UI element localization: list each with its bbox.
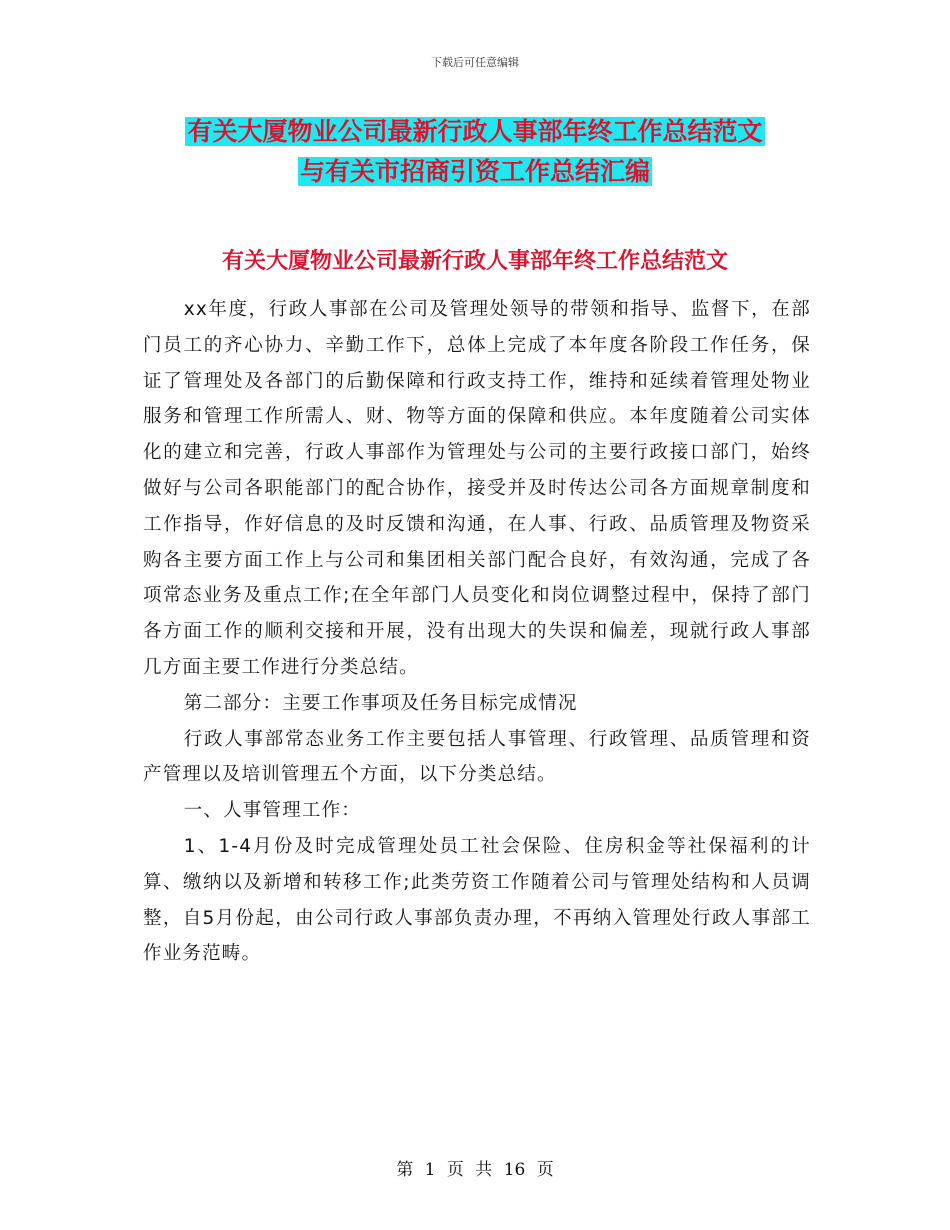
body-text <box>143 292 811 972</box>
document-title <box>0 112 950 192</box>
title-line-1: 有关大厦物业公司最新行政人事部年终工作总结范文 <box>187 117 763 146</box>
paragraph: 一、人事管理工作： <box>183 800 361 822</box>
title-line-2: 与有关市招商引资工作总结汇编 <box>299 157 650 186</box>
paragraph: xx年度，行政人事部在公司及管理处领导的带领和指导、监督下，在部门员工的齐心协力、辛勤工作下，总体上完成了本年度各阶段工作任务，保证了管理处及各部门的后勤保障和行政支持工作，维持和延续着管理处物业服务和管理工作所需人、财、物等方面的保障和供应。本年度随着公司实体化的建立和完善，行政人事部作为管理处与公司的主要行政接口部门，始终做好与公司各职能部门的配合协作，接受并及时传达公司各方面规章制度和工作指导，作好信息的及时反馈和沟通，在人事、行政、品质管理及物资采购各主要方面工作上与公司和集团相关部门配合良好，有效沟通，完成了各项常态业务及重点工作;在全年部门人员变化和岗位调整过程中，保持了部门各方面工作的顺利交接和开展，没有出现大的失误和偏差，现就行政人事部几方面主要工作进行分类总结。 <box>143 299 811 678</box>
paragraph: 行政人事部常态业务工作主要包括人事管理、行政管理、品质管理和资产管理以及培训管理五个方面，以下分类总结。 <box>143 728 811 786</box>
section-title: 有关大厦物业公司最新行政人事部年终工作总结范文 <box>221 249 728 274</box>
header-note: 下载后可任意编辑 <box>431 56 519 69</box>
page-footer: 第 1 页 共 16 页 <box>396 1160 554 1180</box>
paragraph: 1、1-4月份及时完成管理处员工社会保险、住房积金等社保福利的计算、缴纳以及新增和转移工作;此类劳资工作随着公司与管理处结构和人员调整，自5月份起，由公司行政人事部负责办理，不再纳入管理处行政人事部工作业务范畴。 <box>143 835 811 965</box>
paragraph: 第二部分：主要工作事项及任务目标完成情况 <box>183 692 578 714</box>
